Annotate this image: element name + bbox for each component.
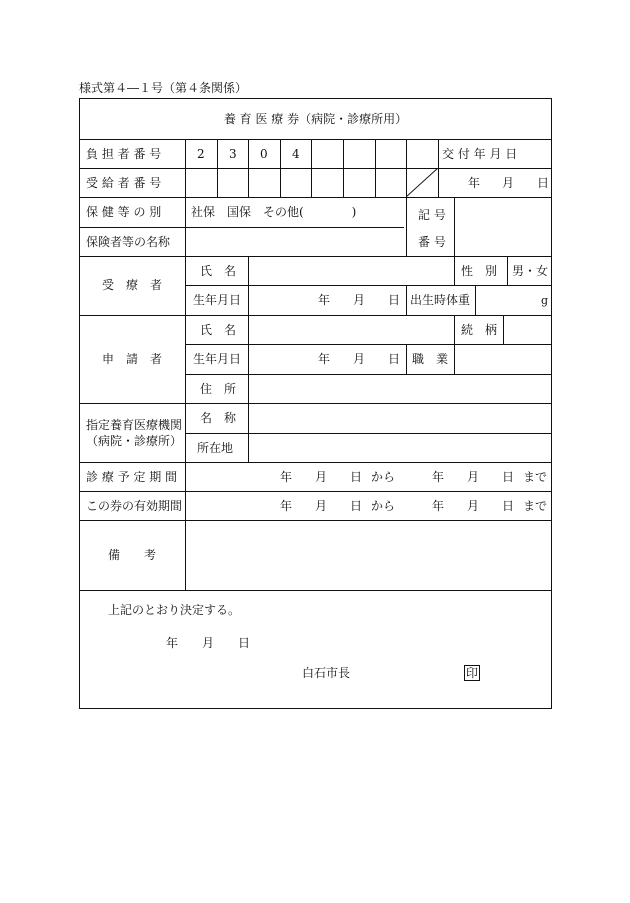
- burden-no-label: 負 担 者 番 号: [86, 147, 162, 161]
- applicant-address-label: 住 所: [200, 382, 237, 396]
- applicant-label: 申 請 者: [102, 352, 163, 366]
- applicant-birth-month: 月: [353, 352, 366, 366]
- number-label: 番 号: [418, 235, 446, 249]
- insurer-name-label: 保険者等の名称: [86, 235, 171, 249]
- col-line: [248, 403, 249, 462]
- row-line: [185, 285, 551, 286]
- treatment-to-month: 月: [467, 470, 480, 484]
- row-line: [185, 374, 551, 375]
- patient-sex-options: 男・女: [512, 264, 549, 278]
- row-line: [185, 433, 551, 434]
- treatment-period-label: 診 療 予 定 期 間: [86, 470, 178, 484]
- signer-title: 白石市長: [302, 666, 351, 680]
- row-line: [80, 462, 551, 463]
- patient-birth-year: 年: [318, 293, 331, 307]
- col-line: [503, 315, 504, 344]
- applicant-birth-label: 生年月日: [193, 352, 242, 366]
- patient-birth-day: 日: [388, 293, 401, 307]
- validity-to-day: 日: [502, 499, 515, 513]
- col-line: [507, 256, 508, 285]
- applicant-relation-label: 続 柄: [461, 323, 498, 337]
- patient-birth-label: 生年月日: [193, 293, 242, 307]
- institution-label-sub: （病院・診療所）: [86, 434, 183, 448]
- institution-label: 指定養育医療機関: [86, 418, 183, 432]
- issue-year: 年: [468, 176, 481, 190]
- treatment-from-month: 月: [315, 470, 328, 484]
- treatment-made: まで: [523, 470, 548, 484]
- symbol-label: 記 号: [418, 208, 446, 222]
- medical-voucher-form: [79, 98, 552, 709]
- row-line: [80, 139, 551, 140]
- row-line: [80, 491, 551, 492]
- patient-birth-month: 月: [353, 293, 366, 307]
- col-line: [375, 139, 376, 197]
- row-line: [80, 197, 551, 198]
- insurance-type-label: 保 健 等 の 別: [86, 205, 162, 219]
- issue-day: 日: [537, 176, 550, 190]
- decision-month: 月: [202, 636, 215, 650]
- validity-to-year: 年: [432, 499, 445, 513]
- col-line: [280, 139, 281, 197]
- col-line: [406, 197, 407, 256]
- applicant-birth-year: 年: [318, 352, 331, 366]
- burden-digit: 2: [197, 147, 205, 161]
- treatment-to-year: 年: [432, 470, 445, 484]
- col-line: [311, 139, 312, 197]
- col-line: [248, 139, 249, 197]
- col-line: [454, 256, 455, 285]
- col-line: [248, 256, 249, 315]
- col-line: [185, 139, 186, 590]
- birth-weight-label: 出生時体重: [410, 293, 471, 307]
- applicant-job-label: 職 業: [412, 352, 449, 366]
- col-line: [217, 139, 218, 197]
- col-line: [454, 344, 455, 374]
- validity-from-day: 日: [350, 499, 363, 513]
- issue-date-label: 交 付 年 月 日: [442, 147, 518, 161]
- col-line: [454, 197, 455, 256]
- patient-name-label: 氏 名: [200, 264, 237, 278]
- burden-digit: 3: [229, 147, 237, 161]
- burden-digit: 4: [292, 147, 300, 161]
- col-line: [248, 315, 249, 403]
- remarks-label: 備 考: [108, 548, 157, 562]
- row-line: [185, 344, 551, 345]
- validity-period-label: この券の有効期間: [86, 499, 183, 513]
- col-line: [406, 285, 407, 315]
- form-title: 養 育 医 療 券（病院・診療所用）: [223, 112, 408, 126]
- recipient-no-label: 受 給 者 番 号: [86, 176, 162, 190]
- burden-digit: 0: [260, 147, 268, 161]
- decision-year: 年: [166, 636, 179, 650]
- row-line: [80, 590, 551, 591]
- treatment-from-year: 年: [280, 470, 293, 484]
- validity-kara: から: [371, 499, 396, 513]
- treatment-kara: から: [371, 470, 396, 484]
- treatment-from-day: 日: [350, 470, 363, 484]
- patient-label: 受 療 者: [102, 278, 163, 292]
- patient-sex-label: 性 別: [461, 264, 498, 278]
- validity-from-month: 月: [315, 499, 328, 513]
- institution-name-label: 名 称: [200, 411, 237, 425]
- validity-made: まで: [523, 499, 548, 513]
- birth-weight-unit: g: [541, 294, 549, 307]
- applicant-birth-day: 日: [388, 352, 401, 366]
- decision-text: 上記のとおり決定する。: [108, 603, 241, 617]
- seal-mark: 印: [466, 666, 479, 680]
- row-line: [80, 227, 404, 228]
- form-id: 様式第４―１号（第４条関係）: [79, 81, 248, 95]
- institution-location-label: 所在地: [197, 441, 234, 455]
- col-line: [406, 344, 407, 374]
- insurance-type-options: 社保 国保 その他( ): [191, 205, 357, 219]
- validity-from-year: 年: [280, 499, 293, 513]
- row-line: [80, 168, 551, 169]
- diagonal-slash: [406, 168, 438, 197]
- row-line: [80, 256, 551, 257]
- row-line: [80, 403, 551, 404]
- decision-day: 日: [238, 636, 251, 650]
- row-line: [80, 315, 551, 316]
- treatment-to-day: 日: [502, 470, 515, 484]
- row-line: [80, 520, 551, 521]
- applicant-name-label: 氏 名: [200, 323, 237, 337]
- issue-month: 月: [502, 176, 515, 190]
- col-line: [438, 139, 439, 197]
- col-line: [475, 285, 476, 315]
- col-line: [343, 139, 344, 197]
- validity-to-month: 月: [467, 499, 480, 513]
- col-line: [454, 315, 455, 344]
